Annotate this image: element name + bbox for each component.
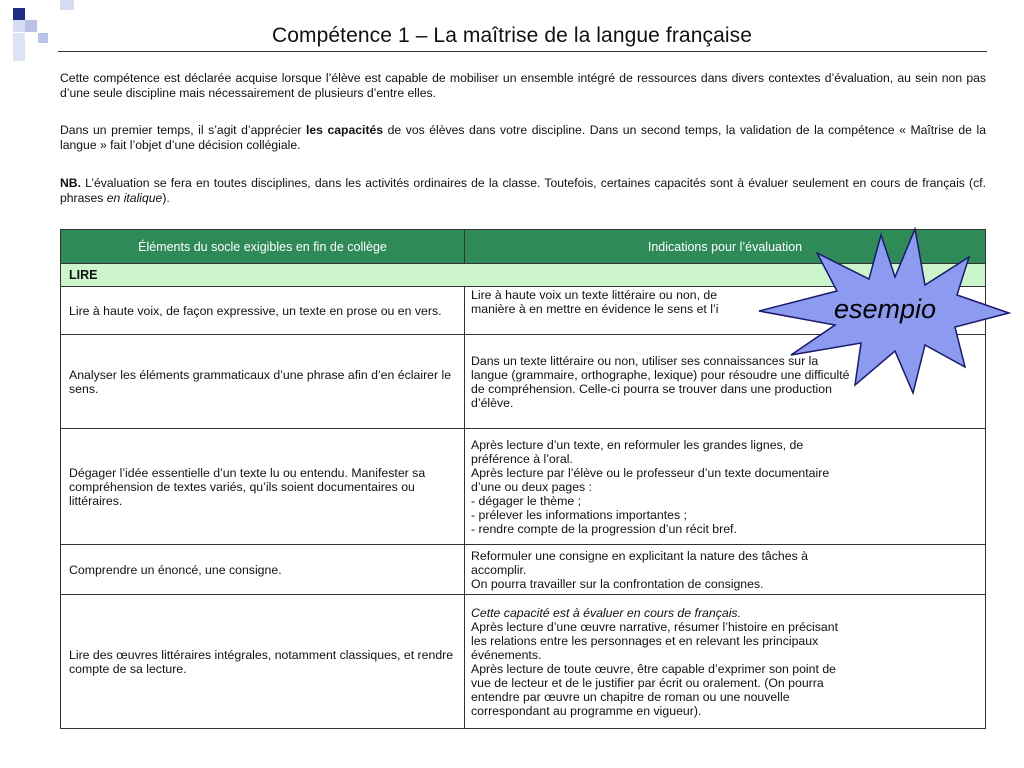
evaluation-line: événements.	[471, 647, 542, 662]
row-evaluation	[465, 595, 986, 729]
method-paragraph	[60, 123, 986, 153]
note-paragraph	[60, 176, 986, 206]
page-title: Compétence 1 – La maîtrise de la langue française	[271, 24, 752, 47]
title-underline	[58, 51, 987, 52]
table-row	[61, 429, 986, 545]
decorative-square	[60, 0, 74, 10]
row-skill: Comprendre un énoncé, une consigne.	[61, 545, 465, 595]
evaluation-line: - prélever les informations importantes ;	[471, 507, 687, 522]
evaluation-line: entendre par œuvre un chapitre de roman ou une nouvelle	[471, 689, 790, 704]
note-text-end: ).	[162, 191, 170, 205]
evaluation-line: - dégager le thème ;	[471, 493, 582, 508]
row-skill: Analyser les éléments grammaticaux d’une phrase afin d’en éclairer le sens.	[61, 335, 465, 429]
table-row	[61, 595, 986, 729]
evaluation-line-italic: Cette capacité est à évaluer en cours de français.	[471, 605, 741, 620]
method-text-bold: les capacités	[306, 123, 384, 137]
evaluation-line: de compréhension. Celle-ci pourra se trouver dans une production	[471, 381, 832, 396]
decorative-square	[13, 8, 25, 20]
evaluation-line: les relations entre les personnages et en relevant les principaux	[471, 633, 819, 648]
evaluation-line: vue de lecteur et de le justifier par écrit ou oralement. (On pourra	[471, 675, 824, 690]
evaluation-line: accomplir.	[471, 562, 527, 577]
note-italic-text: en italique	[106, 191, 163, 205]
row-skill: Lire des œuvres littéraires intégrales, notamment classiques, et rendre compte de sa lecture.	[61, 595, 465, 729]
evaluation-line: Après lecture par l’élève ou le professeur d’un texte documentaire	[471, 465, 830, 480]
row-skill: Dégager l’idée essentielle d’un texte lu ou entendu. Manifester sa compréhension de textes variés, qu’ils soient documentaires ou littéraires.	[61, 429, 465, 545]
evaluation-line: Reformuler une consigne en explicitant la nature des tâches à	[471, 548, 808, 563]
section-label: LIRE	[61, 264, 986, 287]
evaluation-line: correspondant au programme en vigueur).	[471, 703, 702, 718]
row-evaluation	[465, 429, 986, 545]
evaluation-line: préférence à l’oral.	[471, 451, 573, 466]
method-text-end: de vos élèves dans votre discipline. Dans un second temps, la validation de la compétence « Maîtrise de la langue » fait l’objet d’une décision collégiale.	[60, 123, 986, 152]
evaluation-line: langue (grammaire, orthographe, lexique) pour résoudre une difficulté	[471, 367, 850, 382]
evaluation-line: manière à en mettre en évidence le sens et l’i	[471, 302, 719, 316]
column-header-evaluation: Indications pour l’évaluation	[465, 230, 986, 264]
evaluation-line: On pourra travailler sur la confrontation de consignes.	[471, 576, 764, 591]
row-skill: Lire à haute voix, de façon expressive, un texte en prose ou en vers.	[61, 287, 465, 335]
row-evaluation	[465, 545, 986, 595]
evaluation-line: d’élève.	[471, 395, 514, 410]
intro-paragraph: Cette compétence est déclarée acquise lorsque l’élève est capable de mobiliser un ensemble intégré de ressources dans divers contextes d’évaluation, au sein non pas d’une seule discipline mais nécessairement de plusieurs d’entre elles.	[60, 71, 986, 100]
column-header-socle: Éléments du socle exigibles en fin de collège	[61, 230, 465, 264]
evaluation-line: Dans un texte littéraire ou non, utiliser ses connaissances sur la	[471, 353, 819, 368]
evaluation-line: Après lecture de toute œuvre, être capable d’exprimer son point de	[471, 661, 837, 676]
method-text-start: Dans un premier temps, il s’agit d’apprécier	[60, 123, 306, 137]
evaluation-line: d’une ou deux pages :	[471, 479, 593, 494]
evaluation-line: - rendre compte de la progression d’un récit bref.	[471, 521, 737, 536]
evaluation-line: Lire à haute voix un texte littéraire ou non, de	[471, 288, 718, 302]
table-row	[61, 545, 986, 595]
note-text: L’évaluation se fera en toutes disciplines, dans les activités ordinaires de la classe. Toutefois, certaines capacités sont à évaluer seulement en cours de français (cf. phrases	[60, 176, 986, 205]
note-label: NB.	[60, 176, 81, 190]
callout-label: esempio	[833, 294, 937, 324]
evaluation-line: Après lecture d’une œuvre narrative, résumer l’histoire en précisant	[471, 619, 839, 634]
evaluation-line: Après lecture d’un texte, en reformuler les grandes lignes, de	[471, 437, 804, 452]
